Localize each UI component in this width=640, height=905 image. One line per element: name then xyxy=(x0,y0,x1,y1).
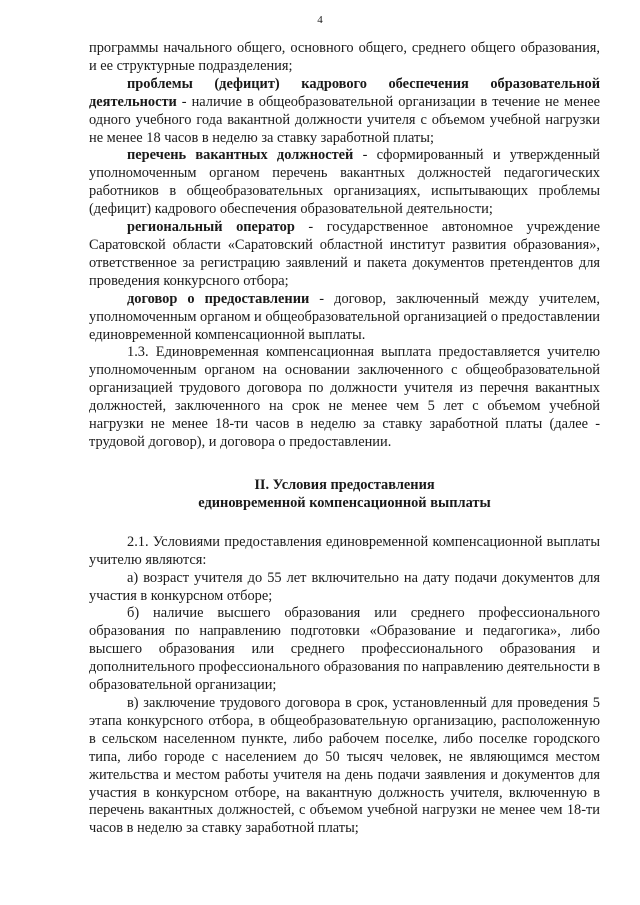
clause-paragraph xyxy=(89,344,600,451)
list-item xyxy=(89,695,600,838)
definition-paragraph xyxy=(89,147,600,219)
document-body xyxy=(89,40,600,838)
section-heading-line: единовременной компенсационной выплаты xyxy=(198,494,491,511)
definition-text: - сформированный и утвержденный уполномоченным органом перечень вакантных должностей педагогических работников в общеобразовательных организациях, испытывающих проблемы (дефицит) кадрового обеспечения образовательной деятельности; xyxy=(89,147,600,218)
list-item xyxy=(89,605,600,695)
paragraph-text: в) заключение трудового договора в срок, установленный для проведения 5 этапа конкурсного отбора, в общеобразовательную организацию, расположенную в сельском населенном пункте, либо рабочем поселке, либо поселке городского типа, либо городе с населением до 50 тысяч человек, не являющимся местом жительства и местом работы учителя на день подачи заявления и документов для участия в конкурсном отборе, на вакантную должность учителя, включенную в перечень вакантных должностей, с объемом учебной нагрузки не менее чем 18-ти часов в неделю за ставку заработной платы; xyxy=(89,695,600,837)
definition-paragraph xyxy=(89,219,600,291)
definition-paragraph xyxy=(89,291,600,345)
defined-term: проблемы (дефицит) кадрового обеспечения образовательной деятельности xyxy=(89,75,600,110)
clause-paragraph xyxy=(89,534,600,570)
paragraph-text: 1.3. Единовременная компенсационная выплата предоставляется учителю уполномоченным органом на основании заключенного с общеобразовательной организацией трудового договора по должности учителя из перечня вакантных должностей, заключенного на срок не менее чем 5 лет с объемом учебной нагрузки не менее 18-ти часов в неделю за ставку заработной платы (далее - трудовой договор), и договора о предоставлении. xyxy=(89,344,600,450)
definition-text: - договор, заключенный между учителем, уполномоченным органом и общеобразовательной организацией о предоставлении единовременной компенсационной выплаты. xyxy=(89,290,600,343)
paragraph xyxy=(89,40,600,76)
section-heading xyxy=(89,476,600,512)
section-heading-line: II. Условия предоставления xyxy=(254,476,435,493)
paragraph-text: б) наличие высшего образования или среднего профессионального образования по направлению подготовки «Образование и педагогика», либо высшего образования или среднего профессионального образования и дополнительного профессионального образования по направлению деятельности в образовательной организации; xyxy=(89,605,600,694)
page-number: 4 xyxy=(317,14,323,26)
definition-text: - государственное автономное учреждение Саратовской области «Саратовский областной институт развития образования», ответственное за регистрацию заявлений и пакета документов претендентов для проведения конкурсного отбора; xyxy=(89,219,601,289)
definition-text: - наличие в общеобразовательной организации в течение не менее одного учебного года вакантной должности учителя с объемом учебной нагрузки не менее 18 часов в неделю за ставку заработной платы; xyxy=(89,93,600,146)
defined-term: региональный оператор xyxy=(127,219,295,236)
list-item xyxy=(89,570,600,606)
defined-term: договор о предоставлении xyxy=(127,290,310,307)
definition-paragraph xyxy=(89,76,600,148)
paragraph-text: а) возраст учителя до 55 лет включительно на дату подачи документов для участия в конкурсном отборе; xyxy=(89,569,600,604)
paragraph-text: программы начального общего, основного общего, среднего общего образования, и ее структурные подразделения; xyxy=(89,40,600,74)
paragraph-text: 2.1. Условиями предоставления единовременной компенсационной выплаты учителю являются: xyxy=(89,533,600,568)
defined-term: перечень вакантных должностей xyxy=(127,147,354,164)
